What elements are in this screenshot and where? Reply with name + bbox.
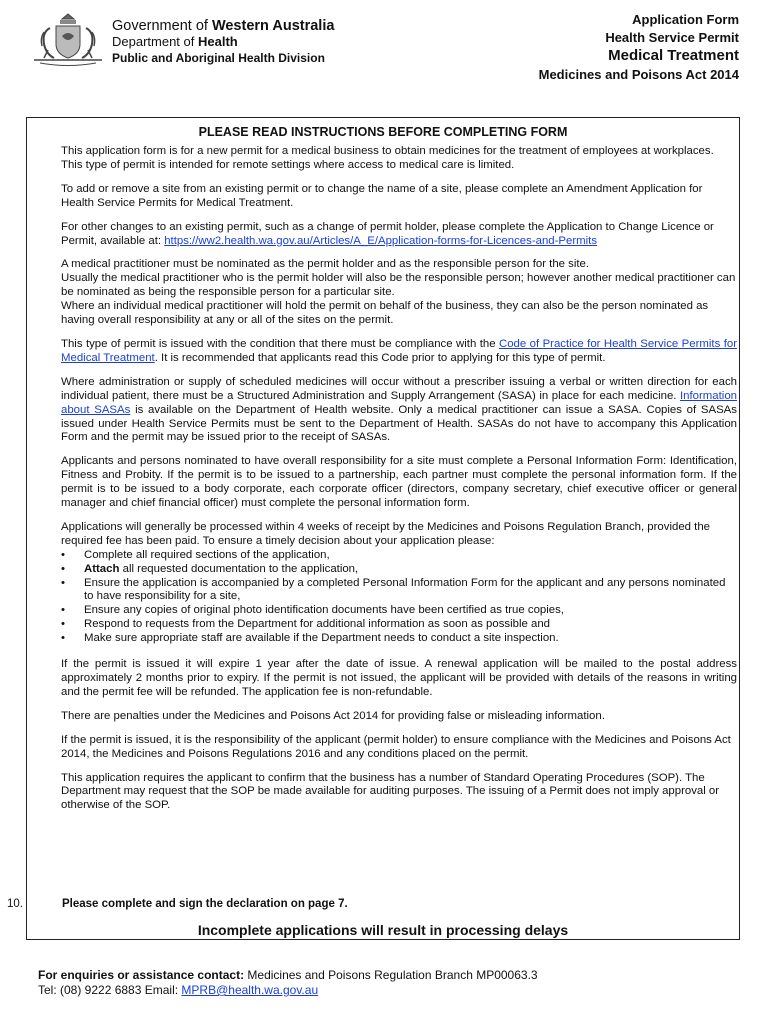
permit-subtitle: Medical Treatment (608, 47, 739, 64)
list-item: • Ensure the application is accompanied by a completed Personal Information Form for the applicant and any persons nominated to have responsibility for a site, (61, 576, 726, 603)
government-name: Government of Western Australia (112, 18, 335, 34)
department-name: Department of Health (112, 34, 238, 49)
incomplete-warning: Incomplete applications will result in processing delays (197, 922, 569, 938)
instructions-title: PLEASE READ INSTRUCTIONS BEFORE COMPLETING FORM (198, 125, 568, 139)
checklist (61, 549, 737, 646)
wa-government-crest-icon (30, 10, 106, 68)
list-item: • Attach all requested documentation to the application, (61, 562, 359, 575)
permit-name: Health Service Permit (605, 30, 739, 45)
paragraph: There are penalties under the Medicines and Poisons Act 2014 for providing false or misleading information. (61, 709, 605, 722)
instructions-box (26, 117, 740, 940)
paragraph: If the permit is issued, it is the responsibility of the applicant (permit holder) to ensure compliance with the Medicines and Poisons Act 2014, the Medicines and Poisons Regulations 2016 and any conditions placed on the permit. (61, 733, 731, 760)
list-item: • Make sure appropriate staff are available if the Department needs to conduct a site inspection. (61, 632, 559, 645)
act-name: Medicines and Poisons Act 2014 (538, 67, 739, 82)
email-link[interactable]: MPRB@health.wa.gov.au (181, 983, 319, 997)
list-item: • Ensure any copies of original photo identification documents have been certified as true copies, (61, 604, 564, 617)
enquiries-line: For enquiries or assistance contact: Medicines and Poisons Regulation Branch MP00063.3 (38, 968, 538, 982)
list-item: • Complete all required sections of the application, (61, 548, 330, 561)
paragraph: This application form is for a new permit for a medical business to obtain medicines for the treatment of employees at workplaces. This type of permit is intended for remote settings where access to medical care is limited. (61, 145, 714, 171)
declaration-note: Please complete and sign the declaration on page 7. (62, 898, 348, 910)
code-of-practice-link[interactable]: Code of Practice for Health Service Permits for Medical Treatment (61, 337, 737, 364)
paragraph: Applications will generally be processed within 4 weeks of receipt by the Medicines and Poisons Regulation Branch, provided the required fee has been paid. To ensure a timely decision about your application please: (61, 520, 710, 547)
paragraph: A medical practitioner must be nominated as the permit holder and as the responsible person for the site. (61, 258, 590, 271)
sasa-info-link[interactable]: Information about SASAs (61, 389, 737, 416)
government-branding (112, 18, 334, 66)
form-title-block (539, 11, 739, 84)
paragraph: Applicants and persons nominated to have overall responsibility for a site must complete a Personal Information Form: Identification, Fitness and Probity. If the permit is to be issued to a partnership, each partner must complete the personal information form. If the permit is to be issued to a body corporate, each corporate officer (directors, company secretary, chief executive officer or general manager and chief financial officer) must complete the personal information form. (61, 455, 737, 510)
instructions-content (61, 145, 737, 823)
paragraph: Where administration or supply of scheduled medicines will occur without a prescriber issuing a verbal or written direction for each individual patient, there must be a Structured Administration and Supply Arrangement (SASA) in place for each medicine. Information about SASAs is available on the Department of Health website. Only a medical practitioner can issue a SASA. Copies of SASAs issued under Health Service Permits must be sent to the Department of Health. SASAs do not have to accompany this Application Form and the permit may be issued prior to the receipt of SASAs. (61, 375, 737, 444)
paragraph: Where an individual medical practitioner will hold the permit on behalf of the business, they can also be the person nominated as having overall responsibility at any or all of the sites on the permit. (61, 300, 709, 327)
paragraph: Usually the medical practitioner who is the permit holder will also be the responsible person; however another medical practitioner can be nominated as being the responsible person for a particular site. (61, 272, 736, 299)
form-type: Application Form (632, 12, 739, 27)
paragraph: This application requires the applicant to confirm that the business has a number of Standard Operating Procedures (SOP). The Department may request that the SOP be made available for auditing purposes. The issuing of a Permit does not imply approval or otherwise of the SOP. (61, 771, 720, 812)
paragraph: For other changes to an existing permit, such as a change of permit holder, please complete the Application to Change Licence or Permit, available at: https://ww2.health.wa.gov.au/Articles/A_E/Application-forms-for-Licences-and-Permits (61, 220, 714, 247)
contact-line: Tel: (08) 9222 6883 Email: MPRB@health.wa.gov.au (38, 983, 319, 997)
paragraph: This type of permit is issued with the condition that there must be compliance with the Code of Practice for Health Service Permits for Medical Treatment. It is recommended that applicants read this Code prior to applying for this type of permit. (61, 337, 737, 364)
paragraph: To add or remove a site from an existing permit or to change the name of a site, please complete an Amendment Application for Health Service Permits for Medical Treatment. (61, 182, 703, 209)
list-item: • Respond to requests from the Department for additional information as soon as possible and (61, 618, 551, 631)
division-name: Public and Aboriginal Health Division (112, 51, 325, 65)
paragraph: If the permit is issued it will expire 1 year after the date of issue. A renewal application will be mailed to the postal address approximately 2 months prior to expiry. If the permit is not issued, the applicant will be provided with details of the reasons in writing and the permit fee will be refunded. The application fee is non-refundable. (61, 658, 737, 698)
item-number: 10. (7, 898, 23, 910)
application-forms-link[interactable]: https://ww2.health.wa.gov.au/Articles/A_E/Application-forms-for-Licences-and-Permits (164, 234, 598, 247)
footer-contact (38, 968, 538, 998)
